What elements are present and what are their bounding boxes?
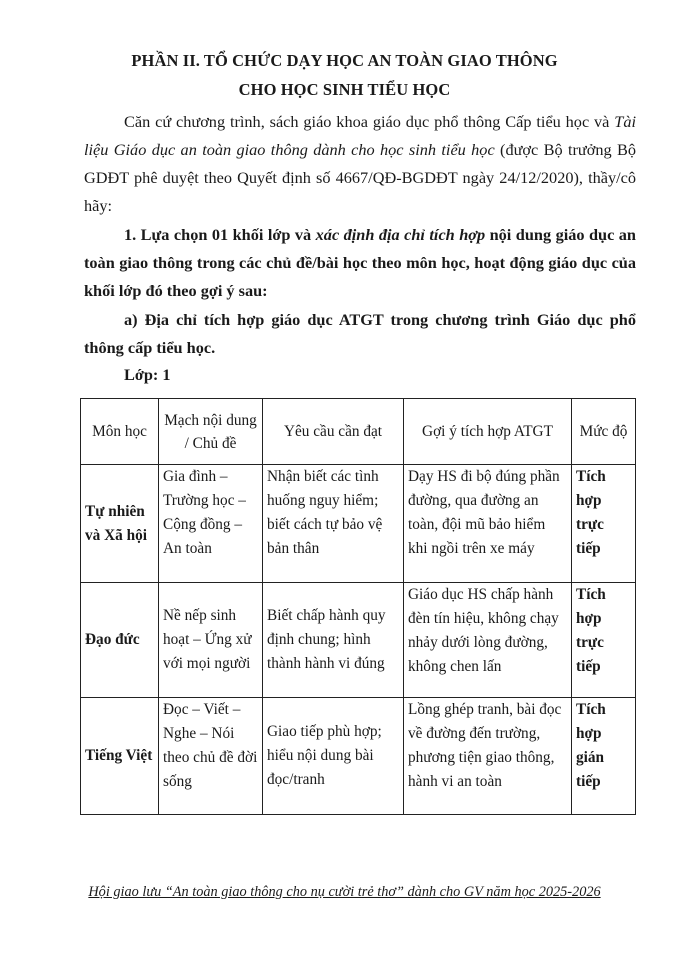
intro-text-2: (được Bộ trưởng Bộ GDĐT phê duyệt theo Quyết định số 4667/QĐ-BGDĐT ngày 24/12/2020), thầy/cô hãy: <box>84 140 636 215</box>
page-footer: Hội giao lưu “An toàn giao thông cho nụ cười trẻ thơ” dành cho GV năm học 2025-2026 <box>88 884 601 900</box>
cell-level: Tích hợp trực tiếp <box>572 583 636 698</box>
cell-requirement: Giao tiếp phù hợp; hiểu nội dung bài đọc/tranh <box>263 698 404 815</box>
header-suggestion: Gợi ý tích hợp ATGT <box>404 399 572 465</box>
header-requirement: Yêu cầu cần đạt <box>263 399 404 465</box>
cell-topic: Đọc – Viết – Nghe – Nói theo chủ đề đời sống <box>159 698 263 815</box>
cell-suggestion: Giáo dục HS chấp hành đèn tín hiệu, không chạy nhảy dưới lòng đường, không chen lấn <box>404 583 572 698</box>
page-title-line-1: PHẦN II. TỔ CHỨC DẠY HỌC AN TOÀN GIAO THÔNG <box>131 51 558 70</box>
table-row <box>81 465 636 583</box>
intro-paragraph <box>84 108 636 220</box>
cell-topic: Nề nếp sinh hoạt – Ứng xử với mọi người <box>159 583 263 698</box>
cell-subject: Tự nhiên và Xã hội <box>81 465 159 583</box>
section-1-text-2: nội dung giáo dục an toàn giao thông trong các chủ đề/bài học theo môn học, hoạt động giáo dục của khối lớp đó theo gợi ý sau: <box>84 225 636 300</box>
intro-document-title: Tài liệu Giáo dục an toàn giao thông dành cho học sinh tiểu học <box>84 112 636 159</box>
section-1-heading <box>84 221 636 305</box>
table-row <box>81 698 636 815</box>
cell-requirement: Biết chấp hành quy định chung; hình thành hành vi đúng <box>263 583 404 698</box>
cell-requirement: Nhận biết các tình huống nguy hiểm; biết cách tự bảo vệ bản thân <box>263 465 404 583</box>
cell-topic: Gia đình – Trường học – Cộng đồng – An toàn <box>159 465 263 583</box>
section-1-italic: xác định địa chỉ tích hợp <box>315 225 486 244</box>
page-title-line-2: CHO HỌC SINH TIỂU HỌC <box>238 80 451 99</box>
header-topic: Mạch nội dung / Chủ đề <box>159 399 263 465</box>
intro-text-1: Căn cứ chương trình, sách giáo khoa giáo dục phổ thông Cấp tiểu học và <box>124 112 615 131</box>
table-row <box>81 583 636 698</box>
section-1-text-1: 1. Lựa chọn 01 khối lớp và <box>124 225 316 244</box>
header-level: Mức độ <box>572 399 636 465</box>
cell-suggestion: Lồng ghép tranh, bài đọc về đường đến trường, phương tiện giao thông, hành vi an toàn <box>404 698 572 815</box>
header-subject: Môn học <box>81 399 159 465</box>
table-header-row <box>81 399 636 465</box>
cell-subject: Đạo đức <box>81 583 159 698</box>
integration-table <box>80 398 636 815</box>
section-a-heading: a) Địa chỉ tích hợp giáo dục ATGT trong chương trình Giáo dục phổ thông cấp tiểu học. <box>84 310 636 357</box>
cell-level: Tích hợp trực tiếp <box>572 465 636 583</box>
cell-subject: Tiếng Việt <box>81 698 159 815</box>
cell-level: Tích hợp gián tiếp <box>572 698 636 815</box>
grade-label: Lớp: 1 <box>124 365 171 384</box>
cell-suggestion: Dạy HS đi bộ đúng phần đường, qua đường an toàn, đội mũ bảo hiểm khi ngồi trên xe máy <box>404 465 572 583</box>
